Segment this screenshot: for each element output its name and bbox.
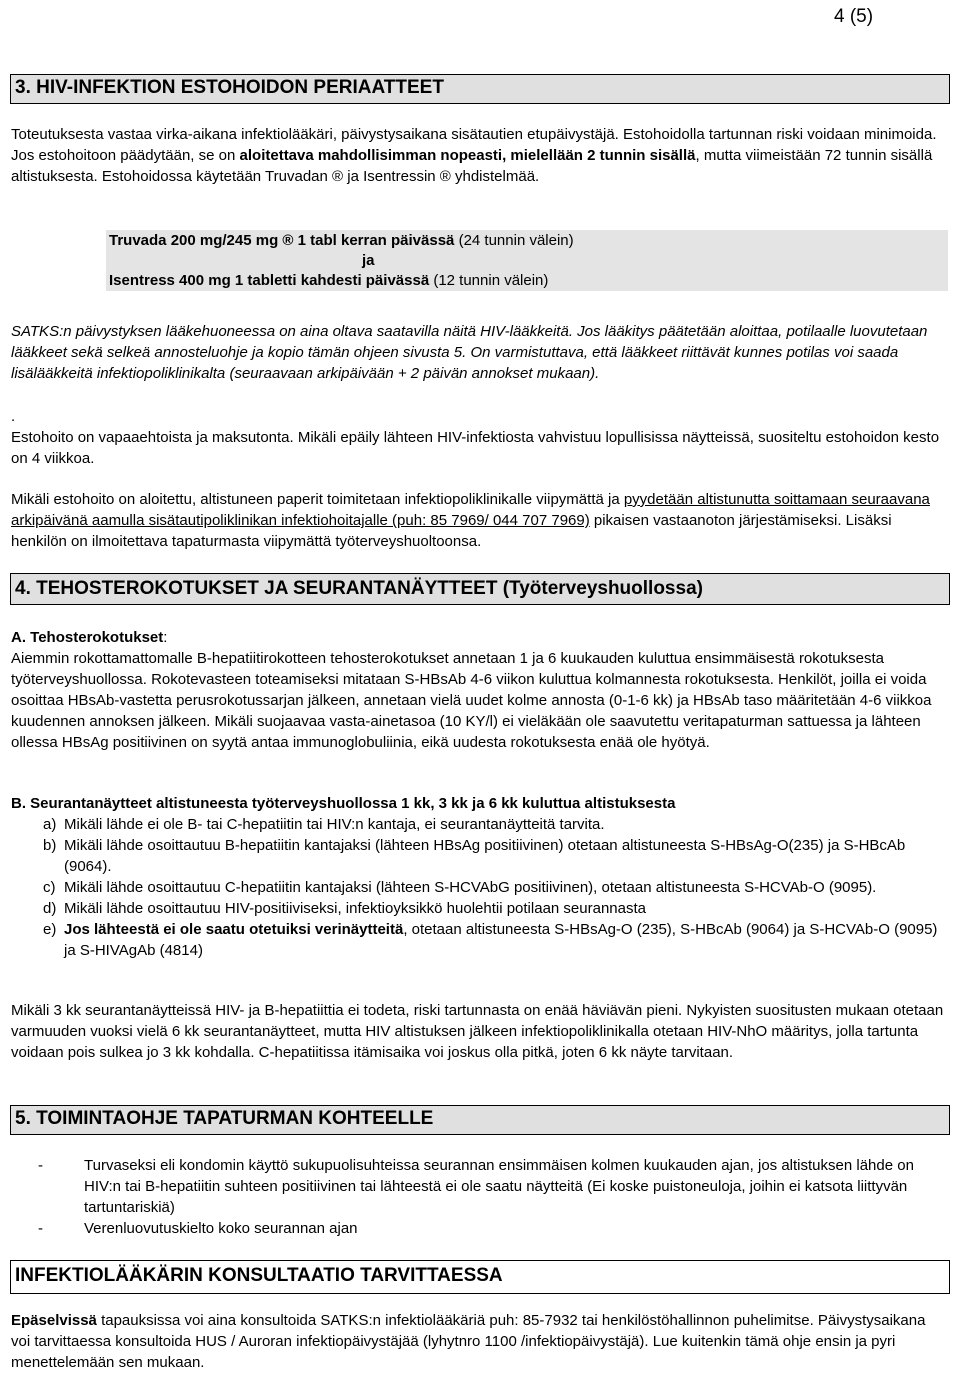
- instructions-list: [11, 1155, 946, 1239]
- papers-text-b: pikaisen vastaanoton järjestämiseksi. Lisäksi henkilön on ilmoitettava tapaturmasta viipymättä työterveyshuoltoonsa.: [11, 512, 892, 550]
- list-item-text: Mikäli lähde osoittautuu B-hepatiitin kantajaksi (lähteen HBsAg positiivinen) otetaan altistuneesta S-HBsAg-O(235) ja S-HBcAb (9064).: [64, 837, 906, 875]
- intro-text-c: , mutta viimeistään 72 tunnin sisällä altistuksesta. Estohoidossa käytetään Truvadan ® ja Isentressin ® yhdistelmää.: [11, 147, 933, 185]
- list-item-text: [64, 919, 946, 961]
- list-item-text: Mikäli lähde osoittautuu HIV-positiiviseksi, infektioyksikkö huolehtii potilaan seurannasta: [64, 900, 646, 917]
- list-item: [11, 898, 946, 919]
- list-item-label: -: [38, 1220, 43, 1237]
- section-3-intro: [11, 124, 946, 187]
- list-item-label: e): [43, 921, 57, 938]
- list-item-text: Turvaseksi eli kondomin käyttö sukupuolisuhteissa seurannan ensimmäisen kolmen kuukauden ajan, jos altistuksen lähde on HIV:n tai B-hepatiitin suhteen positiivinen tai lähteestä ei ole saatu näytteitä (Ei koske puistoneuloja, joihin ei katsota liittyvän tartuntariskiä): [84, 1157, 914, 1216]
- list-item: [11, 835, 946, 877]
- intro-text-bold: aloitettava mahdollisimman nopeasti, mielellään 2 tunnin sisällä: [239, 147, 696, 164]
- dose-truvada-interval: (24 tunnin välein): [454, 232, 574, 249]
- consultation-text: tapauksissa voi aina konsultoida SATKS:n infektiolääkäriä puh: 85-7932 tai henkilöstöhallinnon puhelimitse. Päivystysaikana voi tarvittaessa konsultoida HUS / Auroran infektiopäivystäjää (lyhytnro 1100 /infektiopäivystäjä). Lue kuitenkin tämä ohje ensin ja pyri menettelemään sen mukaan.: [11, 1312, 926, 1371]
- papers-text-underlined: pyydetään altistunutta soittamaan seuraavana arkipäivänä aamulla sisätautipoliklinikan infektiohoitajalle (puh: 85 7969/ 044 707 7969): [11, 491, 930, 529]
- page-number: 4 (5): [834, 6, 874, 27]
- dose-isentress-bold: Isentress 400 mg 1 tabletti kahdesti päivässä: [109, 272, 430, 289]
- dose-isentress: [106, 271, 948, 291]
- voluntary-paragraph: Estohoito on vapaaehtoista ja maksutonta. Mikäli epäily lähteen HIV-infektiosta vahvistuu lopullisissa näytteissä, suositeltu estohoidon kesto on 4 viikkoa.: [11, 429, 940, 467]
- pharmacy-paragraph: SATKS:n päivystyksen lääkehuoneessa on aina oltava saatavilla näitä HIV-lääkkeitä. Jos lääkitys päätetään aloittaa, potilaalle luovutetaan lääkkeet sekä selkeä annosteluohje ja kopio tämän ohjeen sivusta 5. On varmistuttava, että lääkkeet riittävät kunnes potilas voi saada lisälääkkeitä infektiopoliklinikalta (seuraavaan arkipäivään + 2 päivän annokset mukaan).: [11, 323, 928, 382]
- voluntary-dot: .: [11, 408, 16, 425]
- list-item-e-bold: Jos lähteestä ei ole saatu otetuiksi verinäytteitä: [64, 921, 404, 938]
- list-item-label: -: [38, 1157, 43, 1174]
- list-item-label: c): [43, 879, 56, 896]
- list-item-text: Verenluovutuskielto koko seurannan ajan: [84, 1220, 358, 1237]
- papers-paragraph: [11, 489, 946, 552]
- list-item-label: d): [43, 900, 57, 917]
- section-3-title: 3. HIV-INFEKTION ESTOHOIDON PERIAATTEET: [10, 74, 950, 104]
- followup-paragraph: Mikäli 3 kk seurantanäytteissä HIV- ja B-hepatiittia ei todeta, riski tartunnasta on enää häviävän pieni. Nykyisten suositusten mukaan otetaan varmuuden vuoksi vielä 6 kk seurantanäytteet, mutta HIV altistuksen jälkeen infektiopoliklinikalla otetaan HIV-NhO määritys, jolla tartunta voidaan pois sulkea jo 3 kk kohdalla. C-hepatiitissa itämisaika voi joskus olla pitkä, joten 6 kk näyte tarvitaan.: [11, 1002, 944, 1061]
- consultation-title: INFEKTIOLÄÄKÄRIN KONSULTAATIO TARVITTAESSA: [10, 1260, 950, 1294]
- intro-text-a: Toteutuksesta vastaa virka-aikana infektiolääkäri, päivystysaikana sisätautien etupäivystäjä. Estohoidolla tartunnan riski voidaan minimoida. Jos estohoitoon päädytään, se on: [11, 126, 937, 164]
- list-item: [11, 814, 946, 835]
- section-5-title: 5. TOIMINTAOHJE TAPATURMAN KOHTEELLE: [10, 1105, 950, 1135]
- list-item-label: a): [43, 816, 57, 833]
- booster-heading-colon: :: [163, 629, 168, 646]
- booster-paragraph: Aiemmin rokottamattomalle B-hepatiitirokotteen tehosterokotukset annetaan 1 ja 6 kuukauden kuluttua ensimmäisestä rokotuksesta työterveyshuollossa. Rokotevasteen toteamiseksi mitataan S-HBsAb 4-6 viikon kuluttua kolmannesta rokotuksesta. Henkilöt, joilla ei voida osoittaa HBsAb-vastetta perusrokotussarjan jälkeen, annetaan vielä uudet kolme annosta (0-1-6 kk) ja HBsAb taso määritetään 4-6 viikkoa kuudennen annoksen jälkeen. Mikäli suojaavaa vasta-ainetasoa (10 KY/l) ei vieläkään ole saavutettu veritapaturman sattuessa ja lähteen ollessa HBsAg positiivinen on syytä antaa immunoglobuliinia, eikä uudesta rokotuksesta enää ole hyötyä.: [11, 650, 932, 751]
- section-4-title: 4. TEHOSTEROKOTUKSET JA SEURANTANÄYTTEET (Työterveyshuollossa): [10, 573, 950, 605]
- consultation-paragraph: [11, 1310, 946, 1373]
- followup-list: [11, 814, 946, 961]
- booster-heading-bold: A. Tehosterokotukset: [11, 629, 164, 646]
- dose-isentress-interval: (12 tunnin välein): [429, 272, 549, 289]
- dose-truvada: [106, 231, 948, 251]
- list-item: [11, 1155, 946, 1218]
- consultation-bold: Epäselvissä: [11, 1312, 97, 1329]
- list-item-text: Mikäli lähde osoittautuu C-hepatiitin kantajaksi (lähteen S-HCVAbG positiivinen), otetaan altistuneesta S-HCVAb-O (9095).: [64, 879, 877, 896]
- followup-heading: B. Seurantanäytteet altistuneesta työterveyshuollossa 1 kk, 3 kk ja 6 kk kuluttua altistuksesta: [11, 795, 676, 812]
- dose-ja: ja: [362, 252, 375, 269]
- list-item-text: Mikäli lähde ei ole B- tai C-hepatiitin tai HIV:n kantaja, ei seurantanäytteitä tarvita.: [64, 816, 605, 833]
- list-item: [11, 1218, 946, 1239]
- dose-box: [106, 230, 948, 291]
- dose-truvada-bold: Truvada 200 mg/245 mg ® 1 tabl kerran päivässä: [109, 232, 455, 249]
- list-item-e-rest: , otetaan altistuneesta S-HBsAg-O (235), S-HBcAb (9064) ja S-HCVAb-O (9095) ja S-HIVAgAb (4814): [64, 921, 938, 959]
- list-item-label: b): [43, 837, 57, 854]
- booster-heading: [11, 627, 946, 648]
- list-item: [11, 919, 946, 961]
- papers-text-a: Mikäli estohoito on aloitettu, altistuneen paperit toimitetaan infektiopoliklinikalle viipymättä ja: [11, 491, 624, 508]
- list-item: [11, 877, 946, 898]
